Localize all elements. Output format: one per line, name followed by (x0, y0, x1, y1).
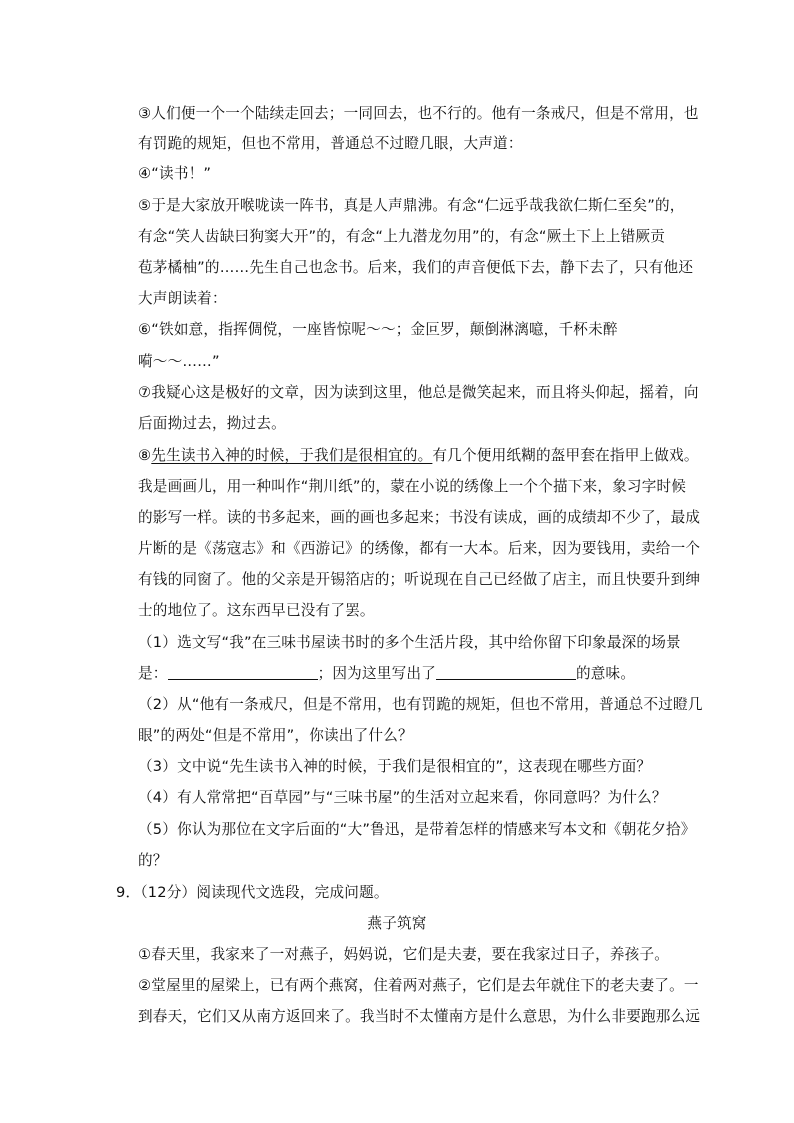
text-line: ①春天里，我家来了一对燕子，妈妈说，它们是夫妻，要在我家过日子，养孩子。 (138, 946, 670, 963)
text-line: ⑤于是大家放开喉咙读一阵书，真是人声鼎沸。有念“仁远乎哉我欲仁斯仁至矣”的， (138, 197, 685, 214)
underlined-sentence: 先生读书入神的时候，于我们是很相宜的。 (151, 447, 433, 464)
text-line: 嗬～～……” (138, 353, 220, 370)
text-line: 有罚跪的规矩，但也不常用，普通总不过瞪几眼，大声道： (138, 135, 523, 152)
text-line: ⑥“铁如意，指挥倜傥，一座皆惊呢～～；金叵罗，颠倒淋漓噫，千杯未醉 (138, 321, 618, 338)
question-1-line: （1）选文写“我”在三味书屋读书时的多个生活片段，其中给你留下印象最深的场景 (138, 634, 681, 651)
question-9-header: 9．（12分）阅读现代文选段，完成问题。 (116, 884, 389, 901)
answer-blank-2[interactable] (436, 665, 576, 680)
question-3-line: （3）文中说“先生读书入神的时候，于我们是很相宜的”，这表现在哪些方面？ (138, 758, 652, 775)
text-line: 有钱的同窗了。他的父亲是开锡箔店的；听说现在自己已经做了店主，而且快要升到绅 (138, 571, 701, 588)
text-line: ②堂屋里的屋梁上，已有两个燕窝，住着两对燕子，它们是去年就住下的老夫妻了。一 (138, 977, 699, 994)
text-line: ⑦我疑心这是极好的文章，因为读到这里，他总是微笑起来，而且将头仰起，摇着，向 (138, 384, 699, 401)
text-line: 有念“笑人齿缺曰狗窦大开”的，有念“上九潜龙勿用”的，有念“厥土下上上错厥贡 (138, 228, 665, 245)
text-line: 苞茅橘柚”的……先生自己也念书。后来，我们的声音便低下去，静下去了，只有他还 (138, 259, 694, 276)
text-line: 到春天，它们又从南方返回来了。我当时不太懂南方是什么意思，为什么非要跑那么远 (138, 1008, 701, 1025)
passage-title: 燕子筑窝 (367, 915, 427, 932)
text-line: 我是画画儿，用一种叫作“荆川纸”的，蒙在小说的绣像上一个个描下来，象习字时候 (138, 478, 687, 495)
question-1-answer-line (138, 664, 658, 684)
text-line: 大声朗读着： (138, 290, 227, 307)
answer-blank-1[interactable] (168, 665, 318, 680)
paragraph-8-line (138, 446, 699, 466)
text-line: ④“读书！” (138, 165, 212, 182)
label: 的意味。 (575, 665, 636, 682)
question-2-line: 眼”的两处“但是不常用”，你读出了什么？ (138, 727, 413, 744)
text-line: ③人们便一个一个陆续走回去；一同回去，也不行的。他有一条戒尺，但是不常用，也 (138, 105, 699, 122)
question-5-line: （5）你认为那位在文字后面的“大”鲁迅，是带着怎样的情感来写本文和《朝花夕拾》 (138, 821, 696, 838)
label: ；因为这里写出了 (317, 665, 436, 682)
label: 是： (138, 665, 168, 682)
question-4-line: （4）有人常常把“百草园”与“三味书屋”的生活对立起来看，你同意吗？为什么？ (138, 789, 667, 806)
question-5-line: 的？ (138, 852, 168, 869)
text-line: 士的地位了。这东西早已没有了罢。 (138, 602, 375, 619)
text-line: 片断的是《荡寇志》和《西游记》的绣像，都有一大本。后来，因为要钱用，卖给一个 (138, 540, 701, 557)
text-line: 的影写一样。读的书多起来，画的画也多起来；书没有读成，画的成绩却不少了，最成 (138, 509, 701, 526)
paragraph-number: ⑧ (138, 447, 152, 464)
text-line: 后面拗过去，拗过去。 (138, 415, 286, 432)
paragraph-text: 有几个便用纸糊的盔甲套在指甲上做戏。 (432, 447, 699, 464)
question-2-line: （2）从“他有一条戒尺，但是不常用，也有罚跪的规矩，但也不常用，普通总不过瞪几 (138, 696, 703, 713)
